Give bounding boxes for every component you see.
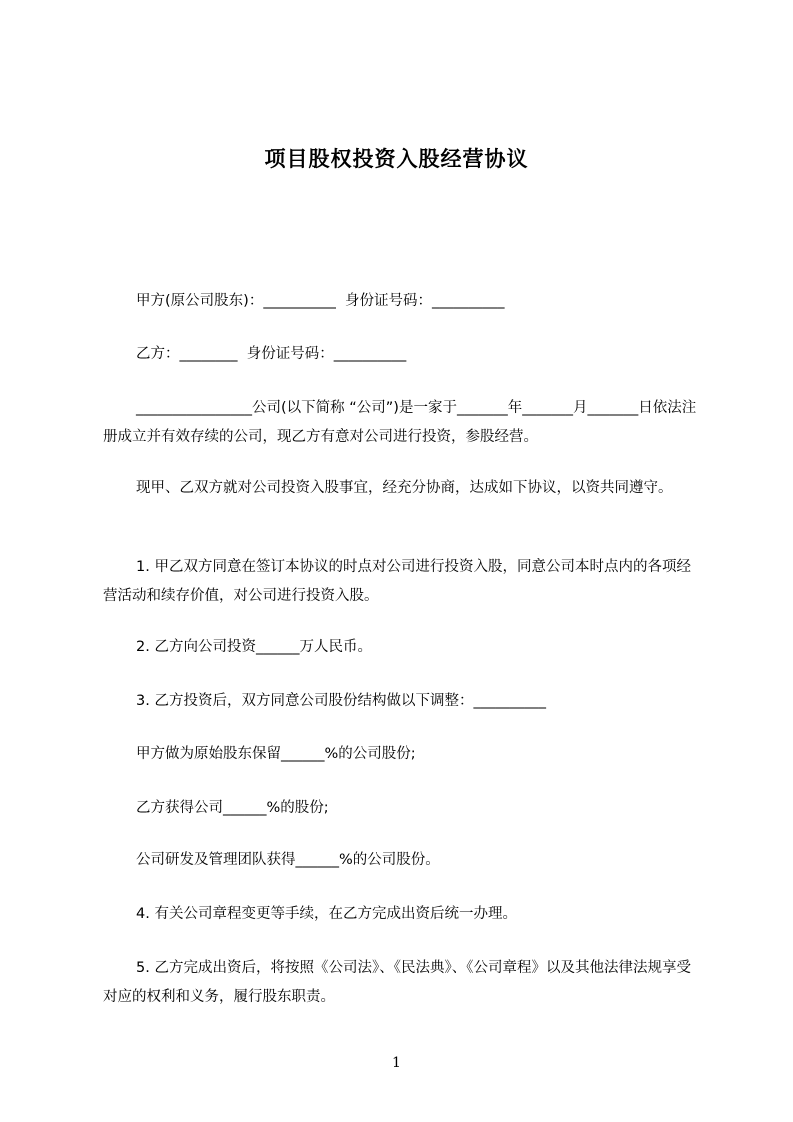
clause-3: 3. 乙方投资后，双方同意公司股份结构做以下调整：__________ (136, 693, 546, 709)
company-intro-paragraph: ________________公司(以下简称 “公司”)是一家于_______年_______月_______日依法注册成立并有效存续的公司，现乙方有意对公司进行投资，参股经营。 (103, 400, 697, 445)
party-a-line: 甲方(原公司股东)：__________ 身份证号码：__________ (136, 293, 505, 309)
clause-5: 5. 乙方完成出资后，将按照《公司法》、《民法典》、《公司章程》以及其他法律法规享受对应的权利和义务，履行股东职责。 (103, 960, 691, 1005)
clause-3-party-a-share: 甲方做为原始股东保留______%的公司股份; (136, 746, 416, 762)
clause-4: 4. 有关公司章程变更等手续，在乙方完成出资后统一办理。 (136, 906, 517, 922)
party-b-line: 乙方：________ 身份证号码：__________ (136, 346, 407, 362)
agreement-preamble: 现甲、乙双方就对公司投资入股事宜，经充分协商，达成如下协议，以资共同遵守。 (136, 480, 673, 496)
page-number: 1 (392, 1055, 401, 1071)
clause-1: 1. 甲乙双方同意在签订本协议的时点对公司进行投资入股，同意公司本时点内的各项经营活动和续存价值，对公司进行投资入股。 (103, 559, 691, 604)
clause-3-team-share: 公司研发及管理团队获得______%的公司股份。 (136, 852, 440, 868)
document-title: 项目股权投资入股经营协议 (264, 147, 529, 171)
clause-2: 2. 乙方向公司投资______万人民币。 (136, 639, 372, 655)
clause-3-party-b-share: 乙方获得公司______%的股份; (136, 800, 329, 816)
